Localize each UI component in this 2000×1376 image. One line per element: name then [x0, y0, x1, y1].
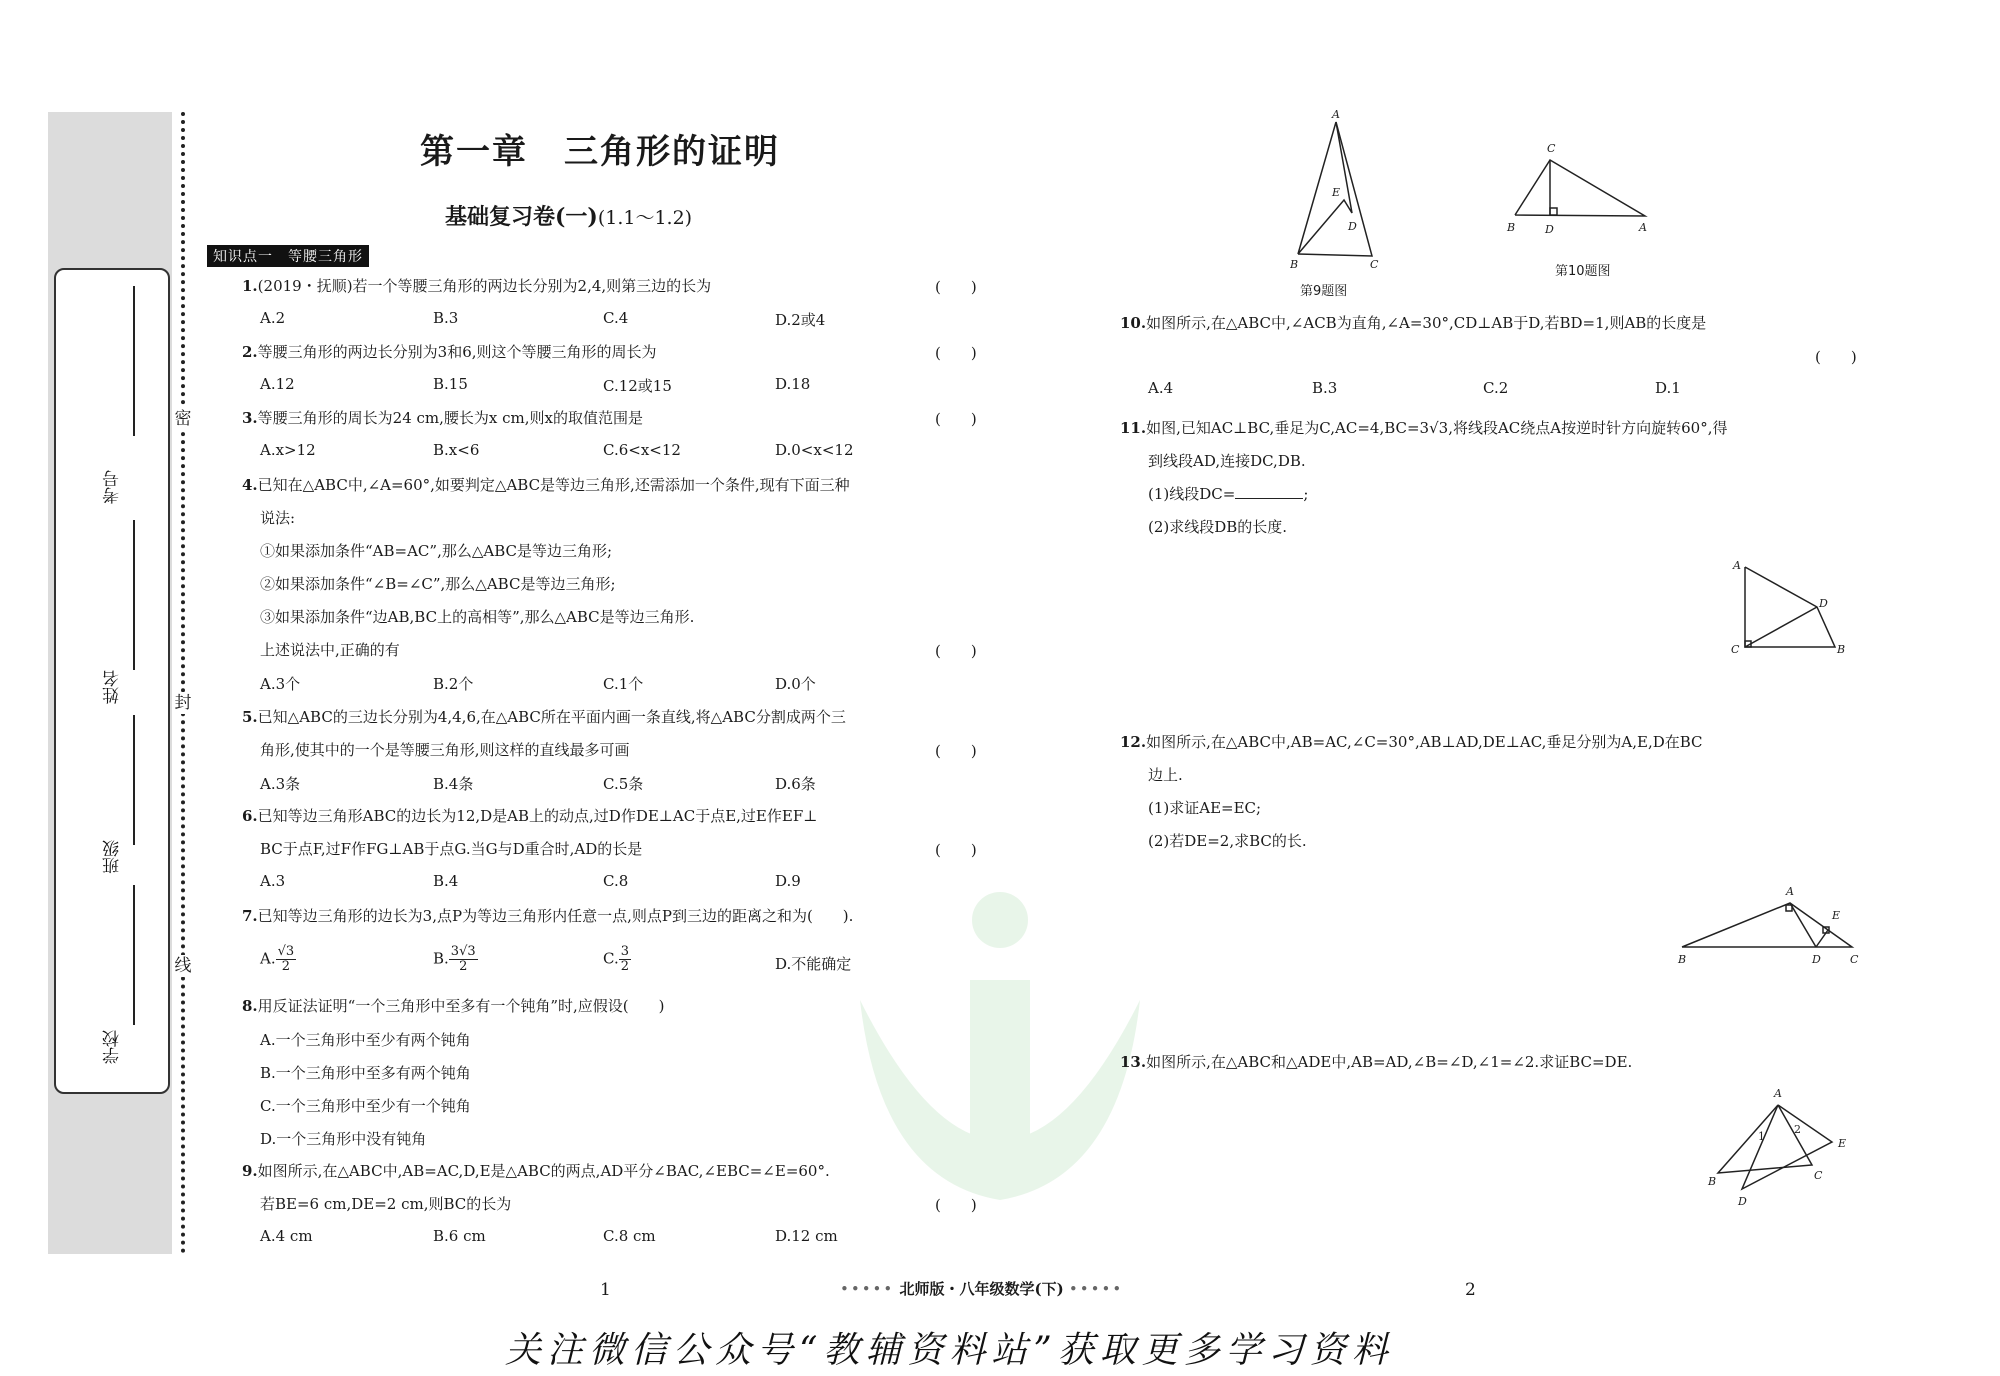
q8-option-b: B.一个三角形中至多有两个钝角: [260, 1064, 471, 1082]
question-8: 8.用反证法证明“一个三角形中至多有一个钝角”时,应假设( ): [242, 997, 665, 1015]
q4-option-d: D.0个: [775, 675, 816, 693]
svg-text:A: A: [1639, 221, 1647, 234]
answer-bracket-10[interactable]: ( ): [1815, 348, 1857, 366]
figure-11-diagram: [1725, 555, 1855, 655]
q7-option-c: C. $\frac{3}{2}$: [603, 944, 629, 974]
q7-option-d: D.不能确定: [775, 955, 852, 973]
svg-text:C: C: [1814, 1169, 1823, 1182]
q5-option-a: A.3条: [260, 775, 301, 793]
q8-option-c: C.一个三角形中至少有一个钝角: [260, 1097, 471, 1115]
student-info-box: [54, 268, 170, 1094]
figure-13-diagram: [1700, 1085, 1860, 1215]
question-3: 3.等腰三角形的周长为24 cm,腰长为x cm,则x的取值范围是: [242, 409, 644, 427]
school-field[interactable]: 学校: [102, 1030, 123, 1064]
q2-option-a: A.12: [260, 375, 295, 393]
svg-text:1: 1: [1758, 1130, 1765, 1143]
svg-text:D: D: [1545, 223, 1554, 236]
question-1: 1.(2019・抚顺)若一个等腰三角形的两边长分别为2,4,则第三边的长为: [242, 277, 712, 295]
q8-option-a: A.一个三角形中至少有两个钝角: [260, 1031, 471, 1049]
q1-option-c: C.4: [603, 309, 629, 327]
q3-option-a: A.x>12: [260, 441, 316, 459]
svg-text:A: A: [1786, 885, 1794, 898]
q1-option-d: D.2或4: [775, 311, 826, 329]
svg-text:D: D: [1819, 597, 1828, 610]
class-line: [133, 715, 135, 845]
q3-option-d: D.0<x<12: [775, 441, 854, 459]
q10-option-c: C.2: [1483, 379, 1509, 397]
seal-char-xian: 线: [172, 955, 194, 977]
question-13: 13.如图所示,在△ABC和△ADE中,AB=AD,∠B=∠D,∠1=∠2.求证BC=DE.: [1120, 1053, 1633, 1071]
paper-title: 基础复习卷(一)(1.1～1.2): [445, 204, 693, 230]
question-7: 7.已知等边三角形的边长为3,点P为等边三角形内任意一点,则点P到三边的距离之和为( ).: [242, 907, 854, 925]
svg-text:B: B: [1708, 1175, 1717, 1188]
svg-text:D: D: [1348, 220, 1357, 233]
chapter-title: 第一章 三角形的证明: [420, 132, 780, 172]
question-5-line2: 角形,使其中的一个是等腰三角形,则这样的直线最多可画: [260, 741, 630, 759]
q3-option-b: B.x<6: [433, 441, 480, 459]
svg-text:A: A: [1733, 559, 1741, 572]
answer-bracket-5[interactable]: ( ): [935, 742, 977, 760]
name-field[interactable]: 姓名: [102, 670, 123, 704]
question-11: 11.如图,已知AC⊥BC,垂足为C,AC=4,BC=3√3,将线段AC绕点A按逆时针方向旋转60°,得: [1120, 419, 1728, 437]
q9-option-c: C.8 cm: [603, 1227, 656, 1245]
svg-text:C: C: [1370, 258, 1379, 268]
section-tag: 知识点一 等腰三角形: [207, 245, 369, 267]
q6-option-b: B.4: [433, 872, 459, 890]
q5-option-b: B.4条: [433, 775, 474, 793]
book-title-footer: ••••• 北师版・八年级数学(下) •••••: [840, 1280, 1124, 1298]
svg-text:C: C: [1547, 142, 1556, 155]
svg-text:E: E: [1332, 186, 1341, 199]
q4-option-c: C.1个: [603, 675, 644, 693]
question-6-line2: BC于点F,过F作FG⊥AB于点G.当G与D重合时,AD的长是: [260, 840, 643, 858]
answer-blank-11[interactable]: [1235, 498, 1303, 499]
answer-bracket-3[interactable]: ( ): [935, 410, 977, 428]
class-field[interactable]: 班级: [102, 840, 123, 874]
q2-option-d: D.18: [775, 375, 811, 393]
svg-text:A: A: [1774, 1087, 1782, 1100]
figure-10-diagram: [1505, 138, 1655, 238]
svg-text:B: B: [1837, 643, 1846, 655]
question-2: 2.等腰三角形的两边长分别为3和6,则这个等腰三角形的周长为: [242, 343, 657, 361]
question-12-line2: 边上.: [1148, 766, 1183, 784]
q7-option-b: B. $\frac{3√3}{2}$: [433, 944, 476, 974]
seal-line: [181, 112, 185, 1254]
answer-bracket-2[interactable]: ( ): [935, 344, 977, 362]
q2-option-c: C.12或15: [603, 377, 672, 395]
question-11-line2: 到线段AD,连接DC,DB.: [1148, 452, 1306, 470]
seal-char-feng: 封: [172, 692, 194, 714]
question-11-part-1: (1)线段DC= ;: [1148, 485, 1309, 503]
q4-option-b: B.2个: [433, 675, 474, 693]
question-12-part-1: (1)求证AE=EC;: [1148, 799, 1262, 817]
svg-text:C: C: [1850, 953, 1859, 965]
answer-bracket-4[interactable]: ( ): [935, 642, 977, 660]
q2-option-b: B.15: [433, 375, 468, 393]
question-9-line2: 若BE=6 cm,DE=2 cm,则BC的长为: [260, 1195, 512, 1213]
figure-9-diagram: [1290, 108, 1400, 268]
question-4-statement-2: ②如果添加条件“∠B=∠C”,那么△ABC是等边三角形;: [260, 575, 616, 593]
answer-bracket-6[interactable]: ( ): [935, 841, 977, 859]
q5-option-c: C.5条: [603, 775, 644, 793]
name-line: [133, 520, 135, 670]
svg-text:A: A: [1332, 108, 1340, 121]
figure-9-caption: 第9题图: [1300, 284, 1348, 299]
school-line: [133, 885, 135, 1025]
promo-banner: 关注微信公众号“教辅资料站”获取更多学习资料: [505, 1330, 1394, 1371]
question-12: 12.如图所示,在△ABC中,AB=AC,∠C=30°,AB⊥AD,DE⊥AC,垂足分别为A,E,D在BC: [1120, 733, 1703, 751]
q9-option-a: A.4 cm: [260, 1227, 313, 1245]
q7-option-a: A. $\frac{√3}{2}$: [260, 944, 295, 974]
svg-text:B: B: [1678, 953, 1687, 965]
question-4-line2: 说法:: [260, 509, 296, 527]
question-6: 6.已知等边三角形ABC的边长为12,D是AB上的动点,过D作DE⊥AC于点E,过E作EF⊥: [242, 807, 818, 825]
q1-option-b: B.3: [433, 309, 459, 327]
svg-text:B: B: [1507, 221, 1516, 234]
page-number-right: 2: [1465, 1280, 1476, 1300]
q9-option-b: B.6 cm: [433, 1227, 486, 1245]
question-4-statement-1: ①如果添加条件“AB=AC”,那么△ABC是等边三角形;: [260, 542, 613, 560]
svg-text:D: D: [1812, 953, 1821, 965]
q1-option-a: A.2: [260, 309, 286, 327]
watermark-logo-icon: [820, 880, 1180, 1300]
answer-bracket-1[interactable]: ( ): [935, 278, 977, 296]
svg-text:C: C: [1731, 643, 1740, 655]
question-10: 10.如图所示,在△ABC中,∠ACB为直角,∠A=30°,CD⊥AB于D,若BD=1,则AB的长度是: [1120, 314, 1707, 332]
q8-option-d: D.一个三角形中没有钝角: [260, 1130, 427, 1148]
exam-number-line: [133, 286, 135, 436]
exam-number-field[interactable]: 考号: [102, 470, 123, 504]
answer-bracket-9[interactable]: ( ): [935, 1196, 977, 1214]
q10-option-d: D.1: [1655, 379, 1681, 397]
figure-10-caption: 第10题图: [1555, 264, 1611, 279]
q3-option-c: C.6<x<12: [603, 441, 681, 459]
q5-option-d: D.6条: [775, 775, 816, 793]
q10-option-a: A.4: [1148, 379, 1174, 397]
q6-option-a: A.3: [260, 872, 286, 890]
question-5: 5.已知△ABC的三边长分别为4,4,6,在△ABC所在平面内画一条直线,将△ABC分割成两个三: [242, 708, 846, 726]
q6-option-d: D.9: [775, 872, 801, 890]
seal-char-mi: 密: [172, 408, 194, 430]
figure-12-diagram: [1670, 875, 1870, 965]
question-4-ask: 上述说法中,正确的有: [260, 641, 400, 659]
question-12-part-2: (2)若DE=2,求BC的长.: [1148, 832, 1307, 850]
question-9: 9.如图所示,在△ABC中,AB=AC,D,E是△ABC的两点,AD平分∠BAC,∠EBC=∠E=60°.: [242, 1162, 830, 1180]
question-4: 4.已知在△ABC中,∠A=60°,如要判定△ABC是等边三角形,还需添加一个条件,现有下面三种: [242, 476, 850, 494]
q6-option-c: C.8: [603, 872, 629, 890]
svg-text:E: E: [1838, 1137, 1847, 1150]
question-11-part-2: (2)求线段DB的长度.: [1148, 518, 1288, 536]
svg-text:B: B: [1290, 258, 1299, 268]
q4-option-a: A.3个: [260, 675, 301, 693]
q9-option-d: D.12 cm: [775, 1227, 838, 1245]
question-4-statement-3: ③如果添加条件“边AB,BC上的高相等”,那么△ABC是等边三角形.: [260, 608, 695, 626]
svg-text:2: 2: [1794, 1123, 1801, 1136]
svg-text:D: D: [1738, 1195, 1747, 1208]
page-number-left: 1: [600, 1280, 611, 1300]
q10-option-b: B.3: [1312, 379, 1338, 397]
svg-text:E: E: [1832, 909, 1841, 922]
